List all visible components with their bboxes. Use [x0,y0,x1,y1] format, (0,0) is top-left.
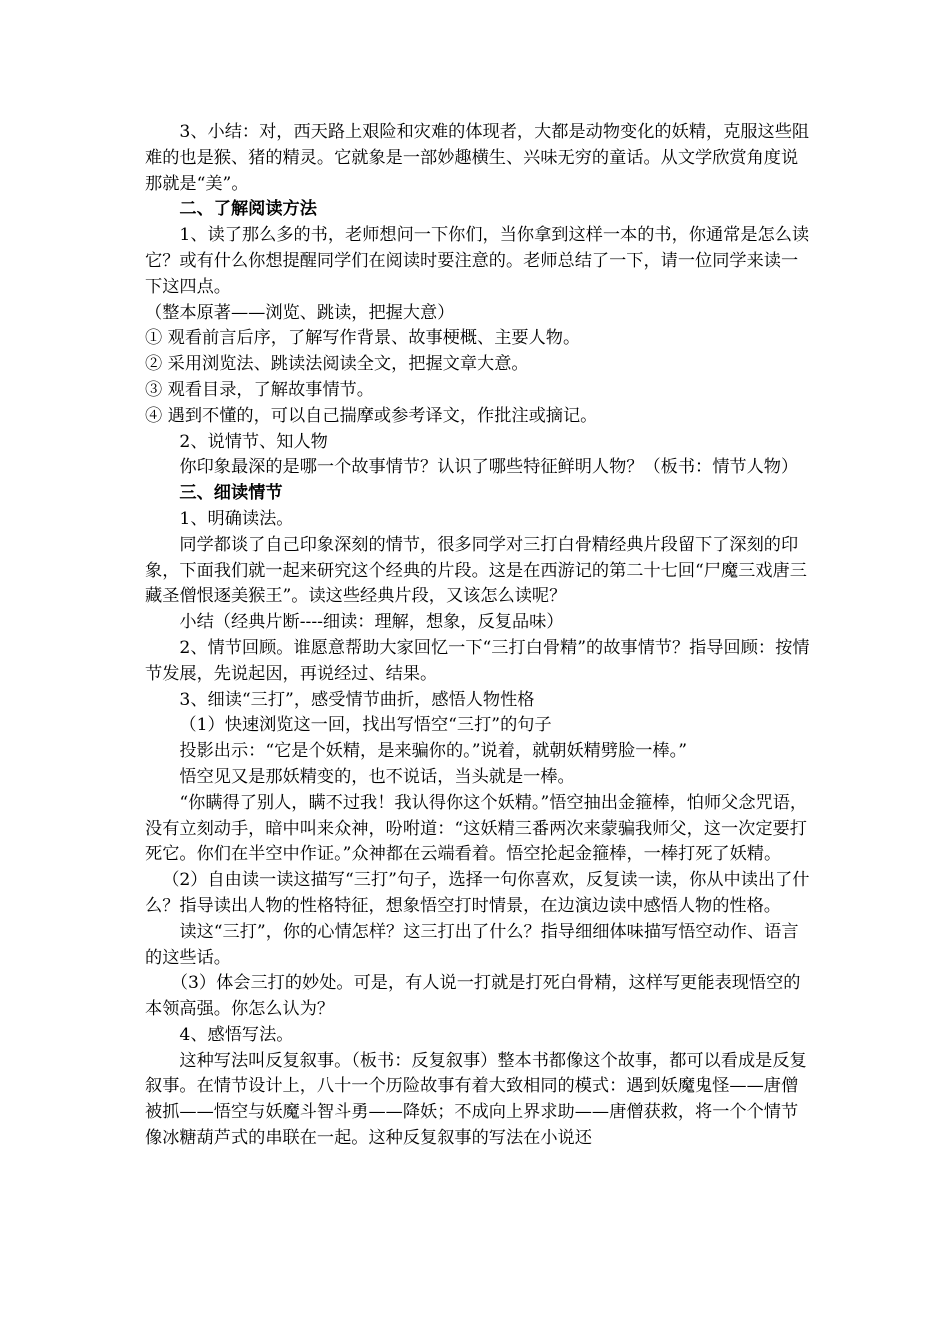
section-heading-close-reading: 三、细读情节 [179,483,283,504]
paragraph-classic-episode: 同学都谈了自己印象深刻的情节，很多同学对三打白骨精经典片段留下了深刻的印象，下面我们就一起来研究这个经典的片段。这是在西游记的第二十七回“尸魔三戏唐三藏圣僧恨逐美猴王”。读这些经典片段，又该怎么读呢？ [145,534,807,607]
paragraph-whole-book-note: （整本原著——浏览、跳读，把握大意） [145,302,455,323]
paragraph-free-reading: （2）自由读一读这描写“三打”句子，选择一句你喜欢，反复读一读，你从中读出了什么？指导读出人物的性格特征，想象悟空打时情景，在边演边读中感悟人物的性格。 [145,870,810,916]
paragraph-impression-question: 你印象最深的是哪一个故事情节？认识了哪些特征鲜明人物？（板书：情节人物） [179,457,799,478]
list-item-method-4: ④ 遇到不懂的，可以自己揣摩或参考译文，作批注或摘记。 [145,405,598,426]
paragraph-plot-characters-heading: 2、说情节、知人物 [179,431,328,452]
list-item-method-2: ② 采用浏览法、跳读法阅读全文，把握文章大意。 [145,354,529,375]
paragraph-writing-technique: 4、感悟写法。 [179,1024,294,1045]
list-item-method-1: ① 观看前言后序，了解写作背景、故事梗概、主要人物。 [145,328,581,349]
paragraph-projection-quote: 投影出示：“它是个妖精，是来骗你的。”说着，就朝妖精劈脸一棒。” [179,741,687,762]
paragraph-clarify-method: 1、明确读法。 [179,508,294,529]
paragraph-feelings-question: 读这“三打”，你的心情怎样？这三打出了什么？指导细细体味描写悟空动作、语言的这些话。 [145,921,799,968]
paragraph-third-strike: “你瞒得了别人，瞒不过我！我认得你这个妖精。”悟空抽出金箍棒，怕师父念咒语，没有立刻动手，暗中叫来众神，吩咐道：“这妖精三番两次来蒙骗我师父，这一次定要打死它。你们在半空中作证。”众神都在云端看着。悟空抡起金箍棒，一棒打死了妖精。 [145,792,808,865]
paragraph-close-reading-summary: 小结（经典片断----细读：理解，想象，反复品味） [179,612,564,633]
paragraph-second-strike: 悟空见又是那妖精变的，也不说话，当头就是一棒。 [179,766,575,787]
paragraph-reading-question: 1、读了那么多的书，老师想问一下你们，当你拿到这样一本的书，你通常是怎么读它？或有什么你想提醒同学们在阅读时要注意的。老师总结了一下，请一位同学来读一下这四点。 [145,225,810,297]
paragraph-quick-browse: （1）快速浏览这一回，找出写悟空“三打”的句子 [179,715,552,736]
list-item-method-3: ③ 观看目录，了解故事情节。 [145,379,374,400]
paragraph-plot-review: 2、情节回顾。谁愿意帮助大家回忆一下“三打白骨精”的故事情节？指导回顾：按情节发展，先说起因，再说经过、结果。 [145,637,810,684]
summary-paragraph: 3、小结：对，西天路上艰险和灾难的体现者，大都是动物变化的妖精，克服这些阻难的也是猴、猪的精灵。它就象是一部妙趣横生、兴味无穷的童话。从文学欣赏角度说那就是“美”。 [145,122,810,194]
paragraph-three-strikes-heading: 3、细读“三打”，感受情节曲折，感悟人物性格 [179,689,535,710]
section-heading-reading-methods: 二、了解阅读方法 [179,199,317,220]
paragraph-repeated-narration: 这种写法叫反复叙事。（板书：反复叙事）整本书都像这个故事，都可以看成是反复叙事。在情节设计上，八十一个历险故事有着大致相同的模式：遇到妖魔鬼怪——唐僧被抓——悟空与妖魔斗智斗勇——降妖；不成向上界求助——唐僧获救，将一个个情节像冰糖葫芦式的串联在一起。这种反复叙事的写法在小说还 [145,1050,807,1149]
document-page [145,120,810,1152]
paragraph-strike-subtlety: （3）体会三打的妙处。可是，有人说一打就是打死白骨精，这样写更能表现悟空的本领高强。你怎么认为？ [145,973,801,1020]
